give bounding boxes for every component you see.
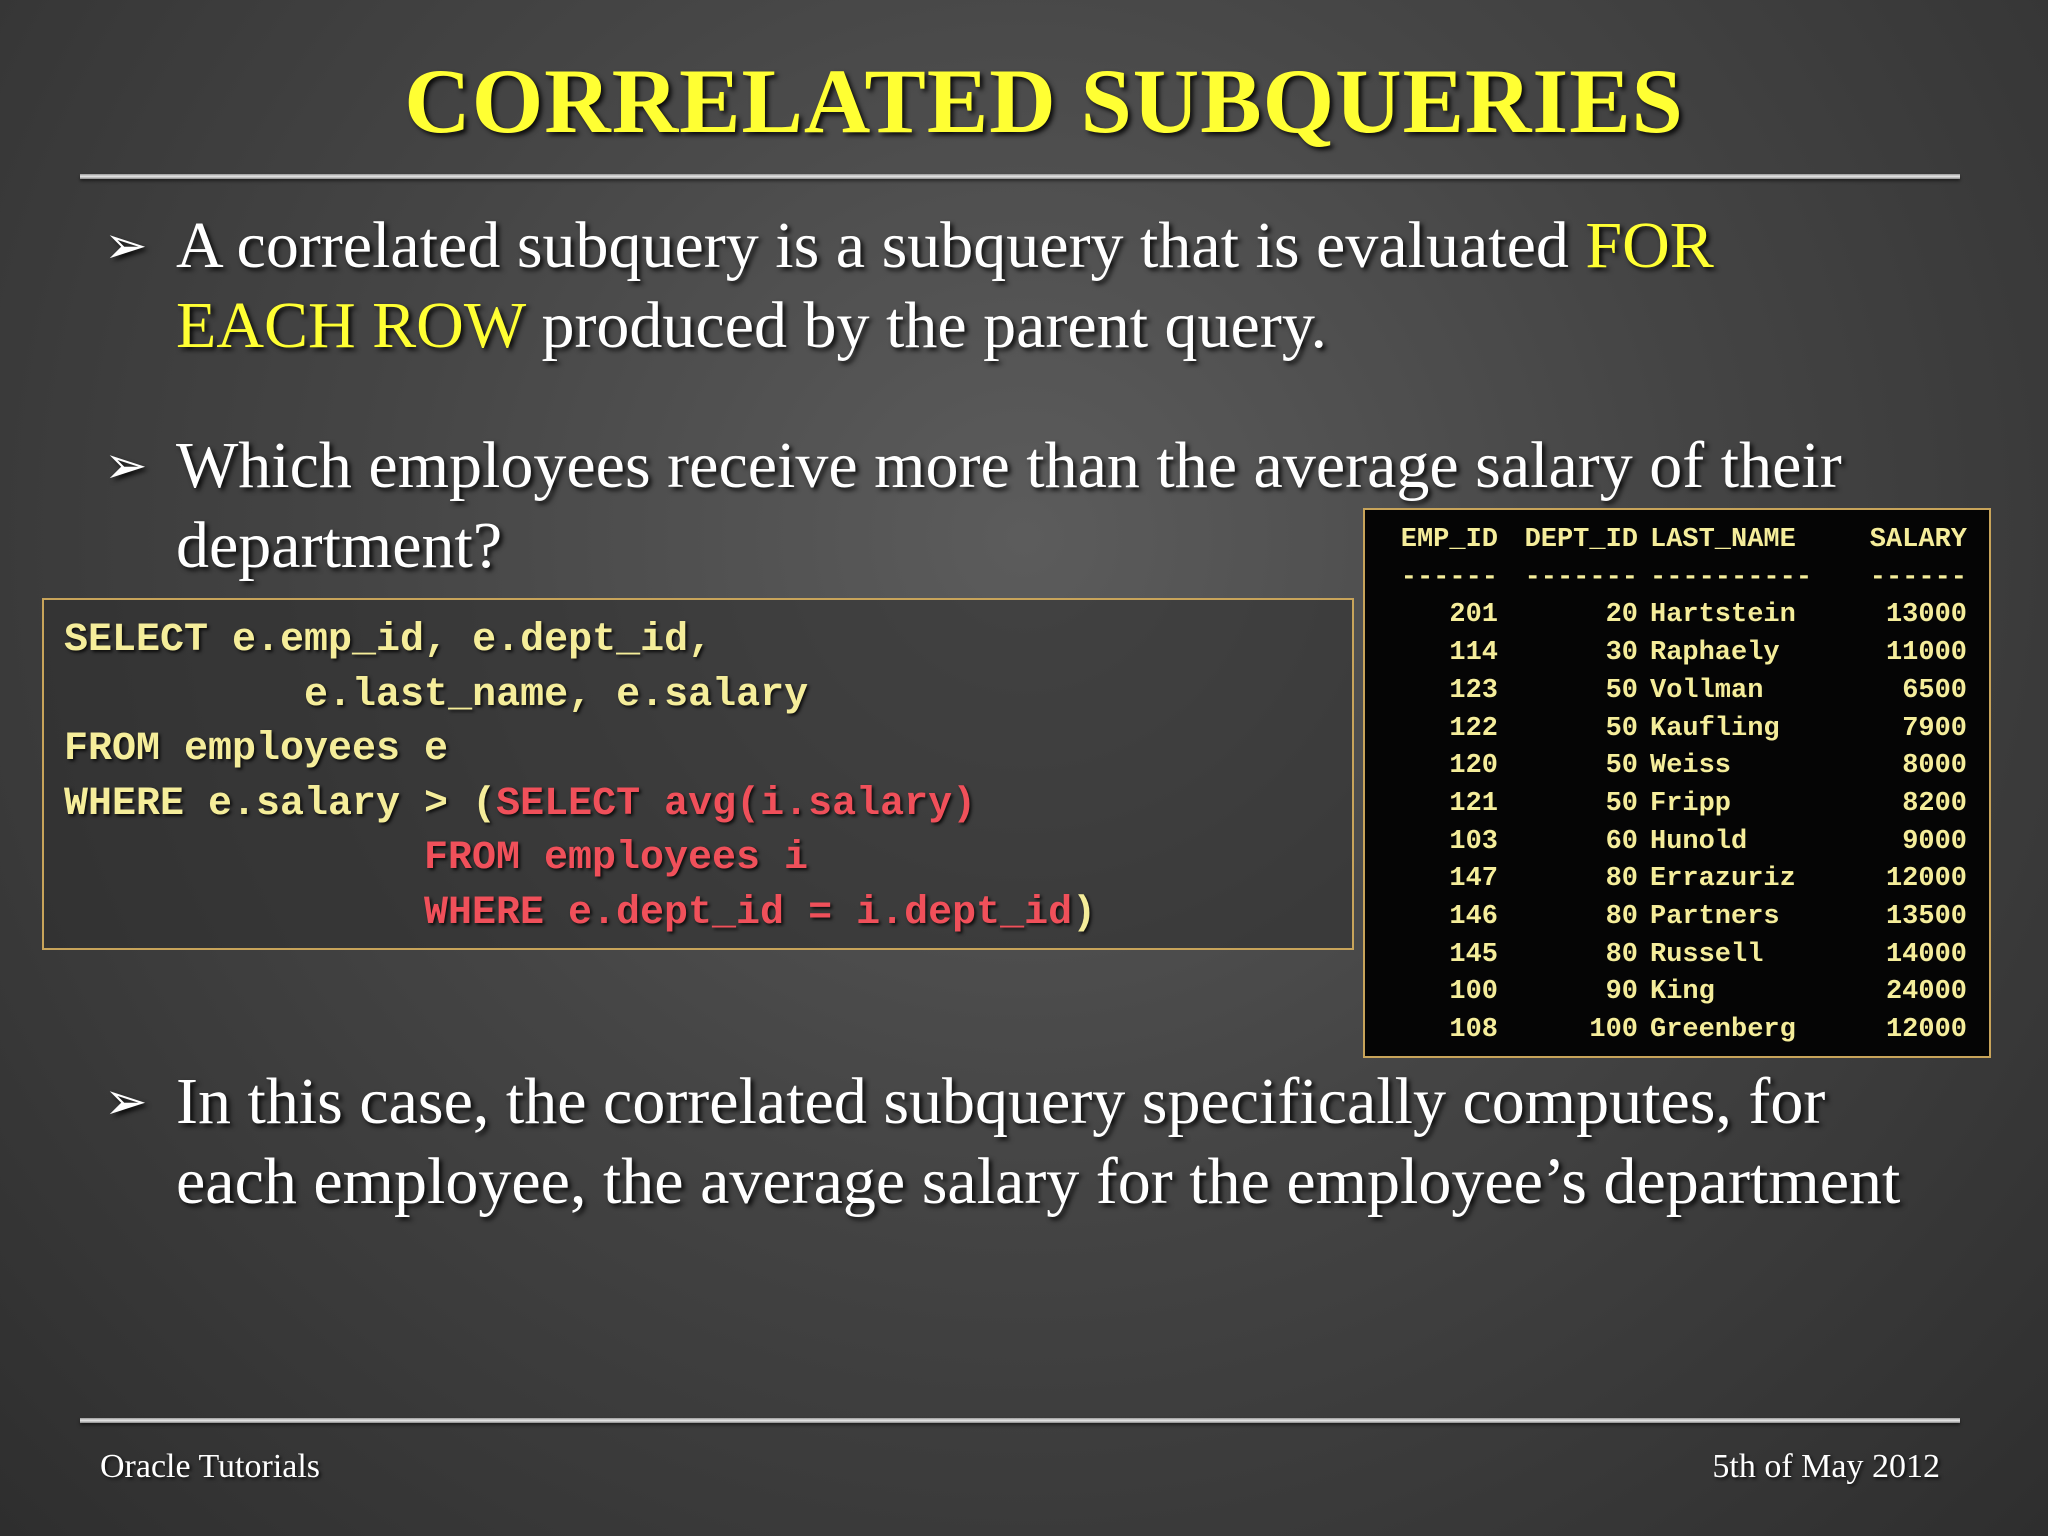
cell-dept-id: 20	[1605, 600, 1638, 631]
cell-emp-id: 146	[1449, 902, 1498, 933]
cell-emp-id: 145	[1449, 939, 1498, 970]
bullet-arrow-icon: ➢	[104, 216, 148, 276]
table-row	[1383, 861, 1967, 899]
cell-last-name: Raphaely	[1650, 638, 1780, 669]
separator: -------	[1524, 562, 1638, 593]
bullet-arrow-icon: ➢	[104, 436, 148, 496]
code-main-query: WHERE e.salary > (	[64, 781, 497, 827]
separator: ------	[1400, 562, 1498, 593]
table-row	[1383, 673, 1967, 711]
header-dept-id: DEPT_ID	[1524, 525, 1638, 555]
slide-title: CORRELATED SUBQUERIES	[404, 50, 1684, 152]
table-row	[1383, 1012, 1967, 1050]
table-row	[1383, 937, 1967, 975]
code-subquery: WHERE e.dept_id = i.dept_id	[424, 890, 1073, 936]
cell-emp-id: 103	[1449, 826, 1498, 857]
cell-emp-id: 121	[1449, 788, 1498, 819]
table-row	[1383, 748, 1967, 786]
cell-emp-id: 123	[1449, 675, 1498, 706]
highlight-for-each-row: FOR EACH ROW	[176, 209, 1714, 362]
bullet-correlated-definition	[104, 206, 1904, 366]
code-close-paren: )	[1072, 890, 1097, 936]
bullet-text: Which employees receive more than the average salary of their department?	[176, 429, 1842, 582]
cell-emp-id: 114	[1449, 638, 1498, 669]
cell-salary: 14000	[1885, 939, 1967, 970]
cell-salary: 13500	[1885, 902, 1967, 933]
cell-emp-id: 201	[1449, 600, 1498, 631]
query-result-table	[1363, 508, 1991, 1058]
code-line: e.last_name, e.salary	[64, 672, 809, 718]
cell-last-name: Fripp	[1650, 788, 1732, 819]
table-row	[1383, 824, 1967, 862]
cell-dept-id: 60	[1605, 826, 1638, 857]
cell-dept-id: 100	[1589, 1015, 1638, 1046]
bullet-arrow-icon: ➢	[104, 1072, 148, 1132]
table-header-row	[1383, 522, 1967, 560]
cell-salary: 12000	[1885, 1015, 1967, 1046]
cell-emp-id: 147	[1449, 864, 1498, 895]
bullet-text-end: produced by the parent query.	[524, 289, 1328, 362]
cell-dept-id: 50	[1605, 788, 1638, 819]
cell-last-name: Errazuriz	[1650, 864, 1796, 895]
cell-salary: 7900	[1902, 713, 1967, 744]
code-line	[64, 887, 1352, 942]
cell-last-name: Hartstein	[1650, 600, 1796, 631]
table-row	[1383, 899, 1967, 937]
cell-last-name: Hunold	[1650, 826, 1748, 857]
footer-divider	[80, 1418, 1960, 1423]
code-subquery: FROM employees i	[424, 836, 809, 881]
separator: ------	[1869, 562, 1967, 593]
cell-emp-id: 122	[1449, 713, 1498, 744]
code-line: SELECT e.emp_id, e.dept_id,	[64, 618, 713, 663]
bullet-text: In this case, the correlated subquery specifically computes, for each employee, the average salary for the employee’s department	[176, 1065, 1901, 1218]
cell-last-name: Russell	[1650, 939, 1764, 970]
sql-code-block	[42, 598, 1354, 950]
code-line	[64, 832, 1352, 887]
cell-last-name: Kaufling	[1650, 713, 1780, 744]
footer-date: 5th of May 2012	[1712, 1448, 1940, 1485]
result-grid	[1383, 522, 1967, 1050]
cell-salary: 6500	[1902, 675, 1967, 706]
cell-salary: 8200	[1902, 788, 1967, 819]
footer-course-name: Oracle Tutorials	[100, 1448, 321, 1485]
cell-dept-id: 80	[1605, 864, 1638, 895]
cell-dept-id: 90	[1605, 977, 1638, 1008]
code-line	[64, 778, 1352, 833]
table-row	[1383, 635, 1967, 673]
header-salary: SALARY	[1869, 525, 1967, 555]
table-row	[1383, 786, 1967, 824]
cell-salary: 11000	[1885, 638, 1967, 669]
table-row	[1383, 597, 1967, 635]
code-line: FROM employees e	[64, 727, 449, 772]
cell-dept-id: 50	[1605, 713, 1638, 744]
cell-dept-id: 50	[1605, 751, 1638, 782]
header-emp-id: EMP_ID	[1400, 525, 1498, 555]
bullet-explanation	[104, 1062, 1904, 1222]
cell-last-name: King	[1650, 977, 1715, 1008]
bullet-text: A correlated subquery is a subquery that is evaluated	[176, 209, 1586, 282]
cell-last-name: Vollman	[1650, 675, 1764, 706]
cell-emp-id: 120	[1449, 751, 1498, 782]
cell-emp-id: 100	[1449, 977, 1498, 1008]
title-divider	[80, 174, 1960, 179]
header-last-name: LAST_NAME	[1650, 525, 1796, 555]
cell-dept-id: 80	[1605, 939, 1638, 970]
cell-emp-id: 108	[1449, 1015, 1498, 1046]
cell-salary: 12000	[1885, 864, 1967, 895]
separator: ----------	[1650, 562, 1813, 593]
code-subquery: SELECT avg(i.salary)	[496, 781, 977, 827]
cell-salary: 8000	[1902, 751, 1967, 782]
table-row	[1383, 974, 1967, 1012]
cell-dept-id: 30	[1605, 638, 1638, 669]
cell-dept-id: 50	[1605, 675, 1638, 706]
cell-last-name: Greenberg	[1650, 1015, 1796, 1046]
cell-salary: 9000	[1902, 826, 1967, 857]
cell-salary: 13000	[1885, 600, 1967, 631]
cell-salary: 24000	[1885, 977, 1967, 1008]
cell-last-name: Weiss	[1650, 751, 1732, 782]
cell-dept-id: 80	[1605, 902, 1638, 933]
cell-last-name: Partners	[1650, 902, 1780, 933]
table-row	[1383, 711, 1967, 749]
table-separator-row	[1383, 560, 1967, 598]
